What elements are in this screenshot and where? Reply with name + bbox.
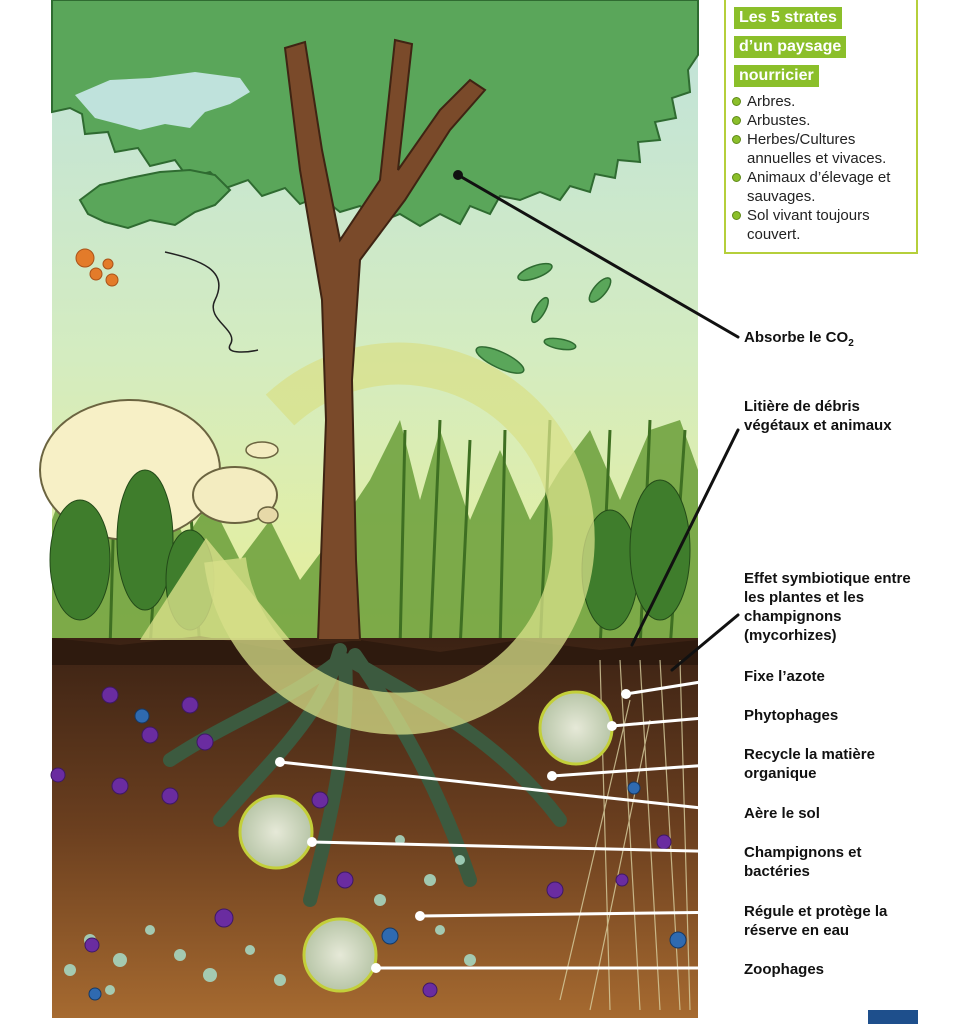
callout-zoophages: Zoophages	[744, 961, 825, 978]
callout-symbiose: Effet symbiotique entre les plantes et les champignons (mycorhizes)	[744, 570, 911, 644]
legend-item: Herbes/Cultures annuelles et vivaces.	[732, 130, 918, 168]
callout-absorbe-co2: Absorbe le $CO_2$	[744, 329, 854, 349]
callout-regule: Régule et protège la réserve en eau	[744, 903, 888, 939]
page-corner-badge	[868, 1010, 918, 1024]
callout-litiere: Litière de débris végétaux et animaux	[744, 398, 892, 434]
legend-item: Arbustes.	[732, 111, 918, 130]
strata-legend	[724, 0, 918, 254]
legend-item: Sol vivant toujours couvert.	[732, 206, 918, 244]
bullet-icon	[732, 135, 741, 144]
callout-aere: Aère le sol	[744, 805, 820, 822]
bullet-icon	[732, 116, 741, 125]
legend-item: Animaux d’élevage et sauvages.	[732, 168, 918, 206]
micro-circle-champignons	[240, 796, 312, 868]
legend-title-line-2: d’un paysage	[734, 36, 846, 58]
legend-title-line-1: Les 5 strates	[734, 7, 842, 29]
bullet-icon	[732, 97, 741, 106]
legend-title-line-3: nourricier	[734, 65, 819, 87]
callout-phytophages: Phytophages	[744, 707, 839, 724]
callout-champignons: Champignons et bactéries	[744, 844, 862, 880]
callout-azote: Fixe l’azote	[744, 668, 825, 685]
callout-recycle: Recycle la matière organique	[744, 746, 875, 782]
legend-list	[732, 92, 918, 244]
micro-circle-phytophages	[540, 692, 612, 764]
bullet-icon	[732, 211, 741, 220]
legend-item: Arbres.	[732, 92, 918, 111]
micro-circle-zoophages	[304, 919, 376, 991]
bullet-icon	[732, 173, 741, 182]
